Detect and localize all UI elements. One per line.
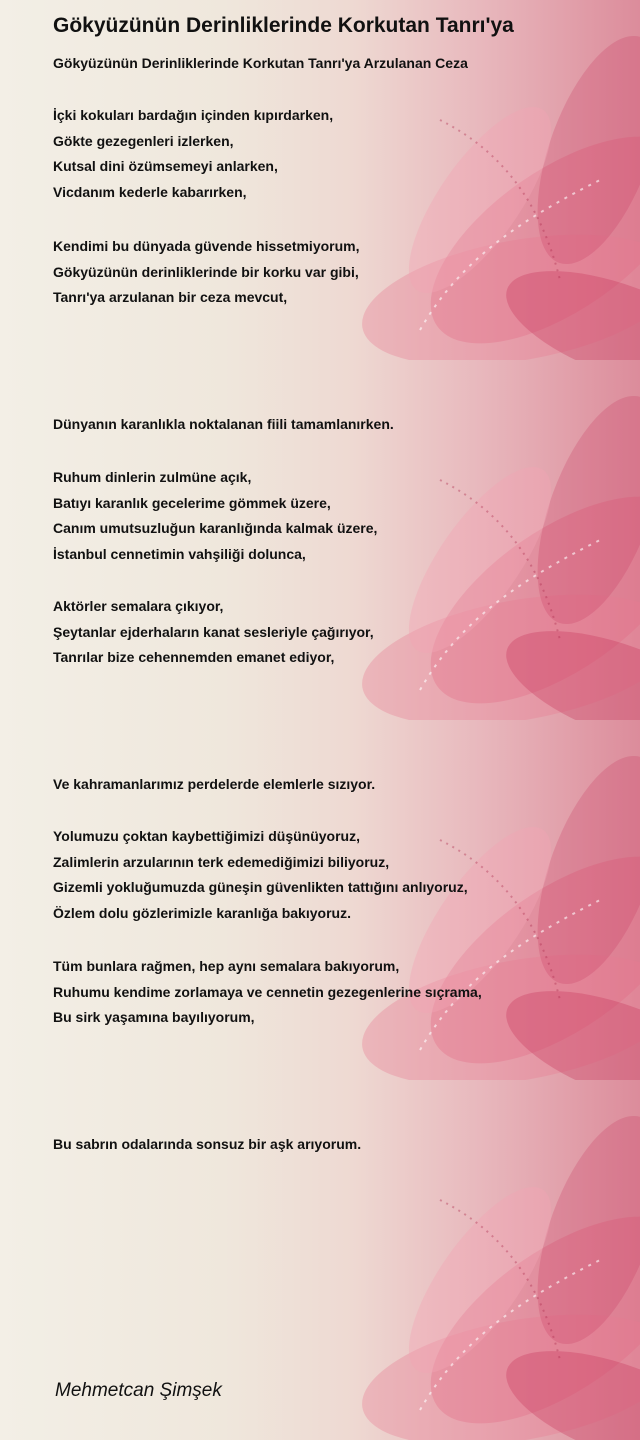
poem-line: Aktörler semalara çıkıyor, [53, 598, 224, 614]
poem-line: Tanrılar bize cehennemden emanet ediyor, [53, 649, 335, 665]
poem-line: Kendimi bu dünyada güvende hissetmiyorum, [53, 238, 360, 254]
poem-line: Tanrı'ya arzulanan bir ceza mevcut, [53, 289, 288, 305]
stanza [53, 954, 482, 1031]
poem-line: Yolumuzu çoktan kaybettiğimizi düşünüyoruz, [53, 828, 360, 844]
poem-line: Dünyanın karanlıkla noktalanan fiili tamamlanırken. [53, 416, 394, 432]
poem-line: Vicdanım kederle kabarırken, [53, 183, 247, 200]
stanza [53, 1132, 361, 1158]
poem-line: Gizemli yokluğumuzda güneşin güvenlikten tattığını anlıyoruz, [53, 879, 468, 895]
stanza [53, 412, 394, 438]
poem-line: Bu sabrın odalarında sonsuz bir aşk arıyorum. [53, 1136, 362, 1152]
poem-line: Şeytanlar ejderhaların kanat sesleriyle çağırıyor, [53, 623, 374, 640]
poem-line: İstanbul cennetimin vahşiliği dolunca, [53, 545, 306, 562]
poem-line: Bu sirk yaşamına bayılıyorum, [53, 1009, 255, 1025]
poem-line: Tüm bunlara rağmen, hep aynı semalara bakıyorum, [53, 958, 400, 974]
poem-line: İçki kokuları bardağın içinden kıpırdarken, [53, 107, 334, 123]
stanza [53, 772, 375, 798]
stanza [53, 234, 360, 311]
poem-line: Batıyı karanlık gecelerime gömmek üzere, [53, 494, 331, 511]
poem-line: Gökte gezegenleri izlerken, [53, 132, 234, 149]
stanza [53, 465, 377, 567]
poem-line: Ve kahramanlarımız perdelerde elemlerle sızıyor. [53, 776, 376, 792]
stanza [53, 103, 333, 205]
stanza [53, 824, 468, 926]
poem-line: Zalimlerin arzularının terk edemediğimizi biliyoruz, [53, 853, 390, 870]
poem-line: Özlem dolu gözlerimizle karanlığa bakıyoruz. [53, 904, 351, 921]
poem-line: Ruhumu kendime zorlamaya ve cennetin gezegenlerine sıçrama, [53, 983, 482, 1000]
poem-title: Gökyüzünün Derinliklerinde Korkutan Tanrı'ya [53, 14, 514, 37]
poem-subtitle: Gökyüzünün Derinliklerinde Korkutan Tanrı'ya Arzulanan Ceza [53, 55, 468, 71]
poem-line: Ruhum dinlerin zulmüne açık, [53, 469, 252, 485]
poem-line: Kutsal dini özümsemeyi anlarken, [53, 158, 278, 174]
poem-line: Canım umutsuzluğun karanlığında kalmak üzere, [53, 520, 378, 536]
author-name: Mehmetcan Şimşek [55, 1380, 222, 1401]
poem-line: Gökyüzünün derinliklerinde bir korku var gibi, [53, 263, 359, 280]
stanza [53, 594, 374, 671]
